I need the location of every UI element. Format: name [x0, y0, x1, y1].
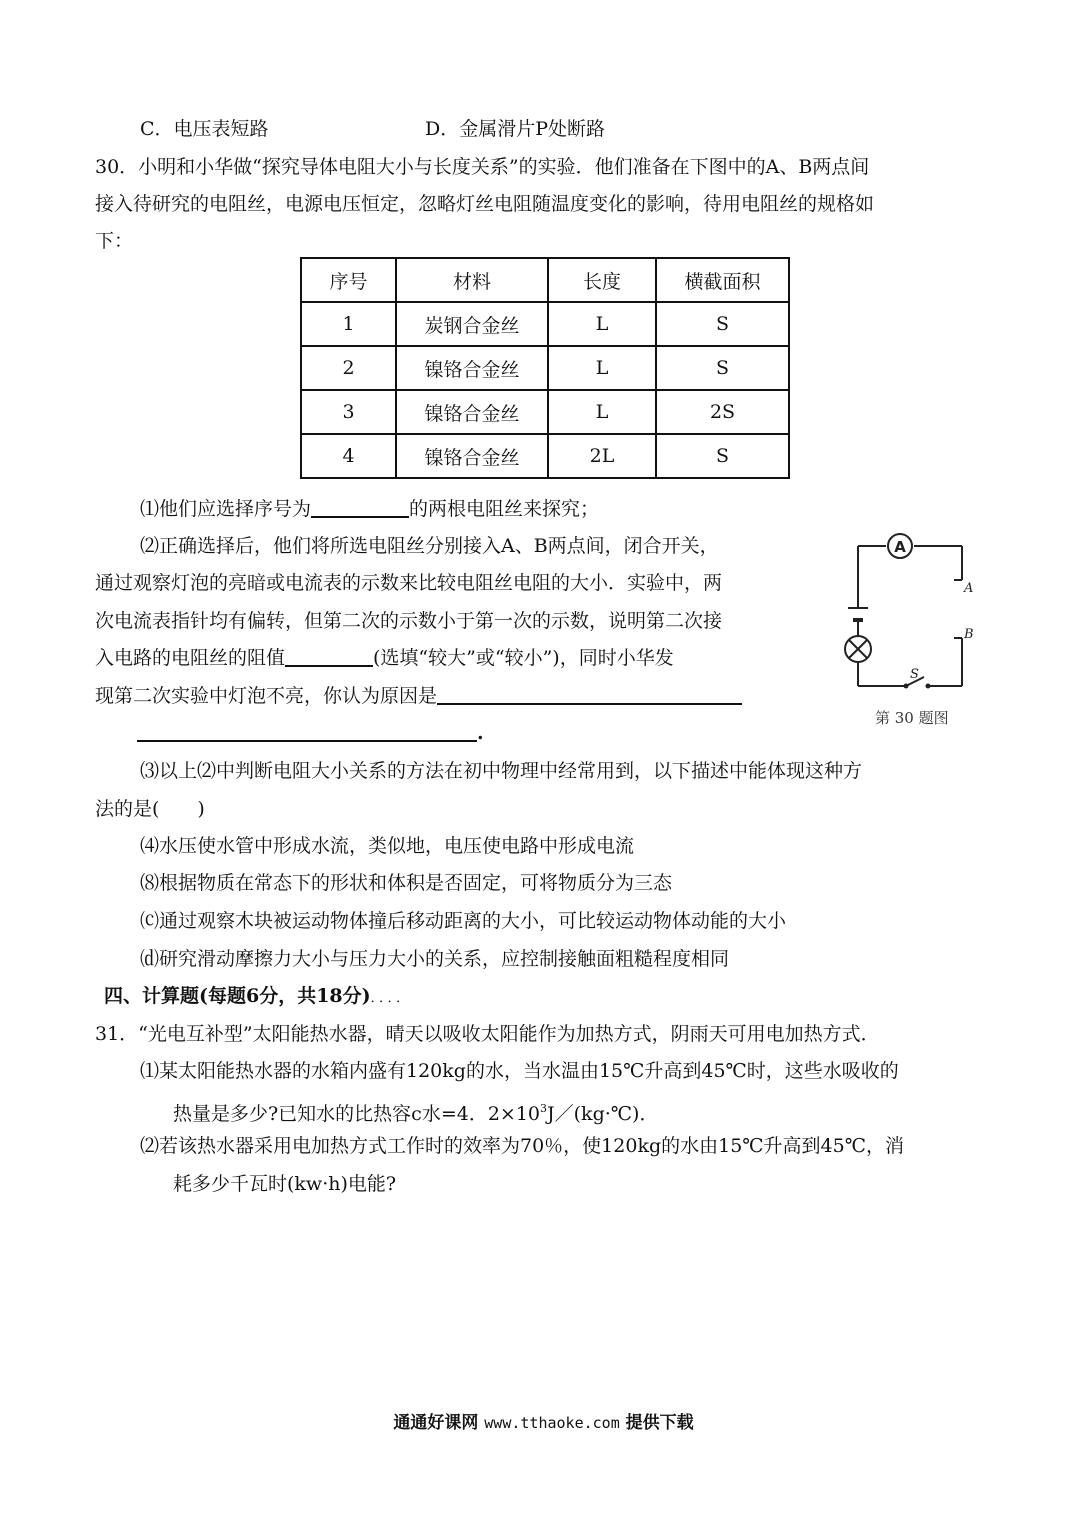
- q31-part1-text-b: J／(kg·℃)．: [547, 1103, 659, 1125]
- table-cell: 镍铬合金丝: [396, 346, 548, 390]
- section-4-dots: ．．．．: [370, 991, 412, 1006]
- table-header-cell: 序号: [301, 258, 396, 302]
- q30-part3-line1: ⑶以上⑵中判断电阻大小关系的方法在初中物理中经常用到，以下描述中能体现这种方: [140, 760, 863, 782]
- table-cell: 2: [301, 346, 396, 390]
- answer-blank-2[interactable]: [285, 645, 373, 667]
- q30-part2-line2: 通过观察灯泡的亮暗或电流表的示数来比较电阻丝电阻的大小．实验中，两: [95, 572, 723, 594]
- ammeter-label: A: [894, 538, 906, 556]
- table-cell: 2L: [548, 434, 656, 478]
- q31-exponent: 3: [540, 1102, 548, 1115]
- table-cell: L: [548, 302, 656, 346]
- q30-part2-text-a: 入电路的电阻丝的阻值: [95, 647, 286, 669]
- footer-tail: 提供下载: [625, 1413, 694, 1433]
- table-cell: S: [656, 346, 789, 390]
- q30-part1-text-a: ⑴他们应选择序号为: [140, 498, 312, 520]
- q31-part2-line2: 耗多少千瓦时(kw·h)电能?: [173, 1173, 397, 1195]
- table-cell: L: [548, 390, 656, 434]
- q30-part1-text-b: 的两根电阻丝来探究；: [409, 498, 600, 520]
- q31-part1-text-a: 热量是多少?已知水的比热容c水=4．2×10: [173, 1103, 541, 1125]
- q30-part2-text-c: 现第二次实验中灯泡不亮，你认为原因是: [95, 685, 438, 707]
- option-c: C．电压表短路: [140, 118, 269, 140]
- q30-part2-line3: 次电流表指针均有偏转，但第二次的示数小于第一次的示数，说明第二次接: [95, 610, 723, 632]
- option-d: D．金属滑片P处断路: [425, 118, 606, 140]
- table-row: [301, 302, 789, 346]
- q31-part2-line1: ⑵若该热水器采用电加热方式工作时的效率为70％，使120kg的水由15℃升高到45℃，消: [140, 1135, 904, 1157]
- table-cell: 3: [301, 390, 396, 434]
- lamp-icon: [845, 636, 871, 662]
- table-cell: S: [656, 302, 789, 346]
- answer-blank-4[interactable]: [137, 720, 477, 742]
- q31-part1-line2: [173, 1096, 658, 1127]
- table-row: [301, 390, 789, 434]
- section-4-heading: [104, 983, 411, 1012]
- q30-part2-line1: ⑵正确选择后，他们将所选电阻丝分别接入A、B两点间，闭合开关，: [140, 535, 719, 557]
- q30-part2-line5: [95, 683, 742, 709]
- table-cell: 炭钢合金丝: [396, 302, 548, 346]
- wire-spec-table: [300, 257, 790, 479]
- choice-b: ⑻根据物质在常态下的形状和体积是否固定，可将物质分为三态: [140, 872, 673, 894]
- table-cell: S: [656, 434, 789, 478]
- table-cell: 镍铬合金丝: [396, 434, 548, 478]
- choice-c: ⒞通过观察木块被运动物体撞后移动距离的大小，可比较运动物体动能的大小: [140, 910, 787, 932]
- choice-d: ⒟研究滑动摩擦力大小与压力大小的关系，应控制接触面粗糙程度相同: [140, 948, 730, 970]
- q30-part2-text-b: (选填“较大”或“较小”)，同时小华发: [373, 647, 674, 669]
- table-cell: 2S: [656, 390, 789, 434]
- battery-icon: [848, 608, 868, 620]
- q30-part1: [140, 496, 599, 522]
- q30-stem-line1: 30．小明和小华做“探究导体电阻大小与长度关系”的实验．他们准备在下图中的A、B两点间: [95, 156, 870, 178]
- footer-url[interactable]: www.tthaoke.com: [484, 1414, 620, 1432]
- q30-part2-end: .: [477, 722, 484, 744]
- circuit-diagram: [838, 528, 980, 704]
- q30-stem-line3: 下：: [95, 230, 134, 252]
- table-row: [301, 434, 789, 478]
- point-b-label: B: [964, 627, 974, 642]
- q30-part3-line2: 法的是( ): [95, 798, 205, 820]
- table-row: [301, 346, 789, 390]
- table-header-cell: 材料: [396, 258, 548, 302]
- answer-blank-3[interactable]: [437, 683, 742, 705]
- section-4-title: 四、计算题(每题6分，共18分): [104, 985, 371, 1007]
- table-header-cell: 横截面积: [656, 258, 789, 302]
- table-cell: 1: [301, 302, 396, 346]
- q30-part2-line4: [95, 645, 674, 671]
- table-header-row: [301, 258, 789, 302]
- figure-caption: 第 30 题图: [875, 709, 949, 727]
- table-header-cell: 长度: [548, 258, 656, 302]
- choice-a: ⑷水压使水管中形成水流，类似地，电压使电路中形成电流: [140, 835, 635, 857]
- point-a-label: A: [964, 581, 974, 596]
- answer-blank-1[interactable]: [311, 496, 409, 518]
- footer-site: 通通好课网: [393, 1413, 479, 1433]
- q30-part2-line6: [137, 720, 484, 746]
- table-cell: 4: [301, 434, 396, 478]
- q31-stem: 31．“光电互补型”太阳能热水器，晴天以吸收太阳能作为加热方式，阴雨天可用电加热方式．: [95, 1023, 880, 1045]
- q30-stem-line2: 接入待研究的电阻丝，电源电压恒定，忽略灯丝电阻随温度变化的影响，待用电阻丝的规格如: [95, 193, 875, 215]
- table-cell: L: [548, 346, 656, 390]
- q31-part1-line1: ⑴某太阳能热水器的水箱内盛有120kg的水，当水温由15℃升高到45℃时，这些水吸收的: [140, 1060, 899, 1082]
- switch-label: S: [910, 667, 919, 682]
- page-footer: [0, 1408, 1087, 1433]
- table-cell: 镍铬合金丝: [396, 390, 548, 434]
